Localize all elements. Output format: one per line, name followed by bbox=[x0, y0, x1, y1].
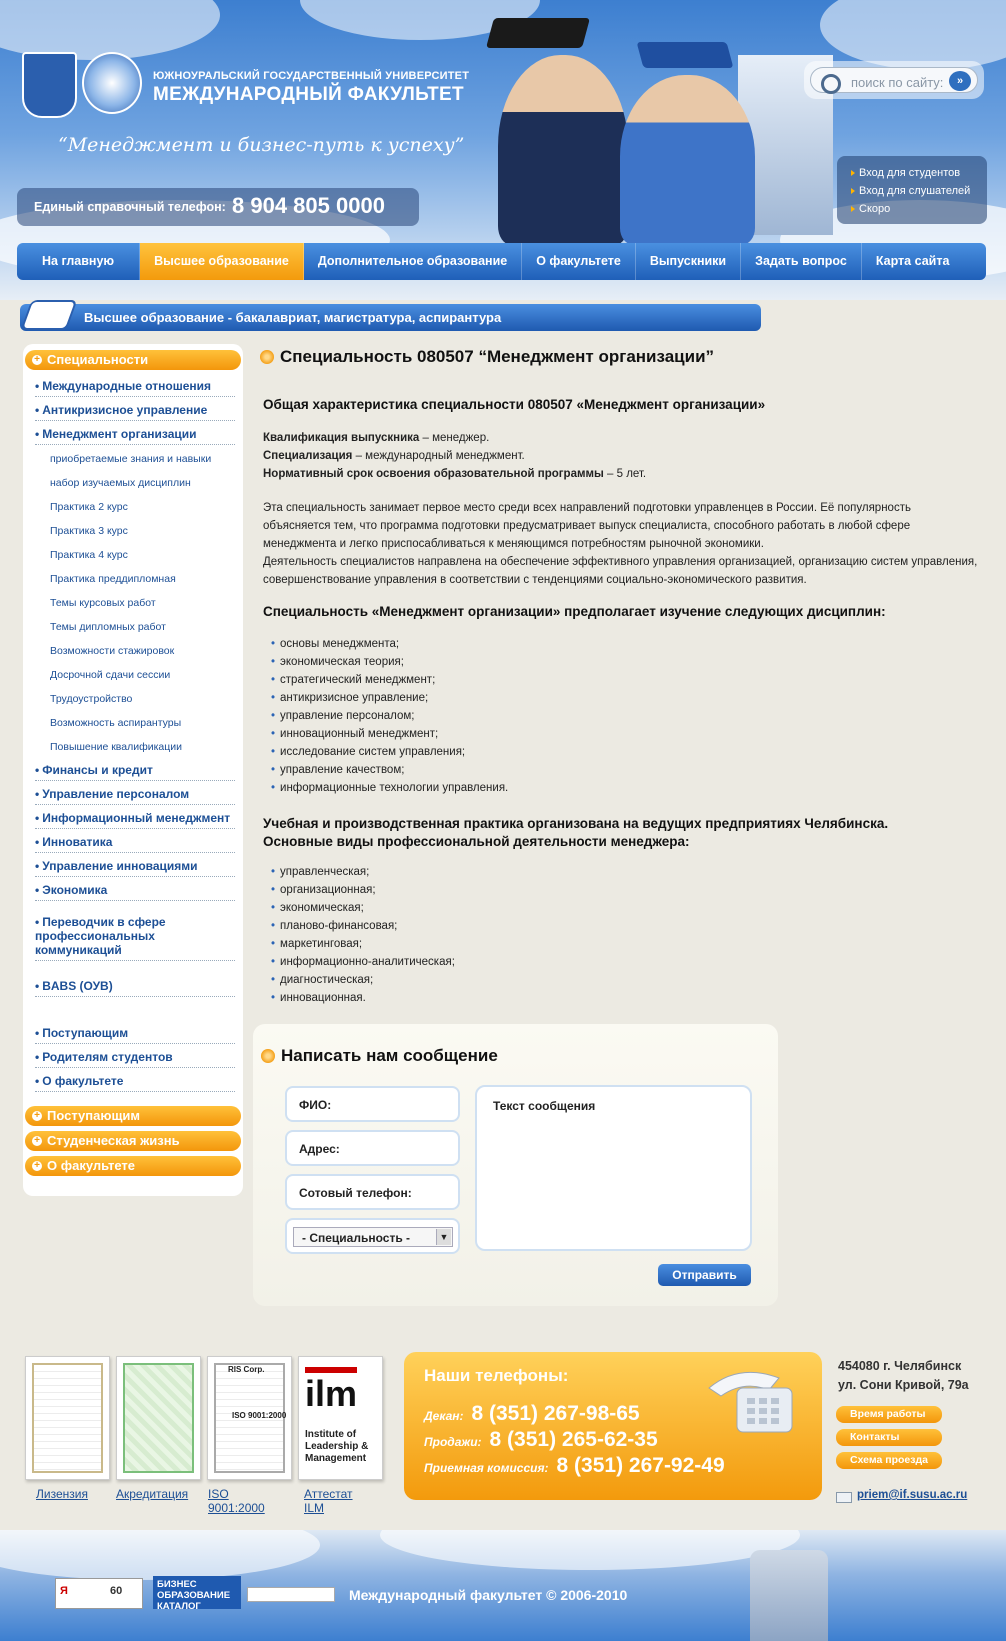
sidebar-item-economics[interactable]: • Экономика bbox=[35, 883, 235, 901]
description-paragraph: Эта специальность занимает первое место среди всех направлений подготовки управленцев в России. Её популярность объясняется тем, что программа подготовки предусматривает выпуск специалиста, способного работать в любой сфере менеджмента и легко приспосабливаться к меняющимся потребностям рыночной экономики. bbox=[263, 502, 911, 550]
list-item: • информационно-аналитическая; bbox=[271, 953, 455, 971]
form-title bbox=[261, 1046, 498, 1066]
business-education-catalog-badge[interactable]: БИЗНЕС ОБРАЗОВАНИЕ КАТАЛОГ bbox=[153, 1576, 241, 1609]
graduate-man-image bbox=[498, 55, 628, 245]
cert-company: RIS Corp. bbox=[228, 1365, 265, 1374]
qualification-line bbox=[263, 429, 978, 447]
contact-form bbox=[253, 1024, 778, 1306]
address-line-2: ул. Сони Кривой, 79а bbox=[838, 1378, 969, 1392]
list-item: • экономическая; bbox=[271, 899, 455, 917]
search-icon bbox=[821, 74, 841, 94]
top-links bbox=[837, 156, 987, 224]
search-placeholder: поиск по сайту: bbox=[851, 75, 944, 90]
sidebar-item-about[interactable]: • О факультете bbox=[35, 1074, 235, 1092]
list-item: • диагностическая; bbox=[271, 971, 455, 989]
university-name: ЮЖНОУРАЛЬСКИЙ ГОСУДАРСТВЕННЫЙ УНИВЕРСИТЕТ bbox=[153, 70, 470, 82]
sidebar-item-innovatics[interactable]: • Инноватика bbox=[35, 835, 235, 853]
nav-additional-education[interactable]: Дополнительное образование bbox=[304, 243, 522, 280]
subtitle: Общая характеристика специальности 080507 «Менеджмент организации» bbox=[263, 397, 766, 412]
specialty-select-wrap bbox=[285, 1218, 460, 1254]
phones-title: Наши телефоны: bbox=[424, 1366, 569, 1385]
student-login-link[interactable]: Вход для студентов bbox=[859, 164, 987, 182]
sidebar-item-anti-crisis[interactable]: • Антикризисное управление bbox=[35, 403, 235, 421]
page-title-text: Специальность 080507 “Менеджмент организации” bbox=[280, 347, 715, 366]
term-value: – 5 лет. bbox=[603, 468, 647, 480]
sidebar-item-finance[interactable]: • Финансы и кредит bbox=[35, 763, 235, 781]
nav-sitemap[interactable]: Карта сайта bbox=[875, 254, 950, 268]
rating-badge[interactable] bbox=[247, 1587, 335, 1602]
sidebar-item-info-management[interactable]: • Информационный менеджмент bbox=[35, 811, 235, 829]
yandex-letter: Я bbox=[60, 1585, 68, 1597]
sidebar-item-innovation-management[interactable]: • Управление инновациями bbox=[35, 859, 235, 877]
phone-admissions-number: 8 (351) 267-92-49 bbox=[556, 1454, 725, 1477]
sidebar-item-translator[interactable]: • Переводчик в сфере профессиональных коммуникаций bbox=[35, 915, 235, 961]
disciplines-list bbox=[271, 635, 508, 797]
book-icon bbox=[21, 300, 78, 330]
ilm-subtitle: Institute of Leadership & Management bbox=[305, 1429, 369, 1464]
sidebar-subitem[interactable]: Практика преддипломная bbox=[50, 573, 176, 585]
ilm-certificate-image[interactable] bbox=[298, 1356, 383, 1480]
mobile-field[interactable]: Сотовый телефон: bbox=[285, 1174, 460, 1210]
nav-ask-question[interactable]: Задать вопрос bbox=[741, 243, 862, 280]
phone-sales bbox=[424, 1428, 658, 1452]
cloud bbox=[0, 1530, 320, 1580]
sidebar-subitem[interactable]: Практика 3 курс bbox=[50, 525, 128, 537]
list-item: • управление качеством; bbox=[271, 761, 508, 779]
specialization-line bbox=[263, 447, 978, 465]
section-title-bar bbox=[20, 304, 761, 331]
phone-dean-number: 8 (351) 267-98-65 bbox=[471, 1402, 640, 1425]
phone-bar bbox=[17, 188, 419, 226]
page-title bbox=[260, 347, 714, 367]
cloud bbox=[380, 1530, 800, 1570]
sidebar-subitem[interactable]: Повышение квалификации bbox=[50, 741, 182, 753]
specialty-select-value: - Специальность - bbox=[302, 1231, 411, 1245]
soon-link[interactable]: Скоро bbox=[859, 200, 987, 218]
qualification-value: – менеджер. bbox=[419, 432, 490, 444]
sidebar-subitem[interactable]: Возможность аспирантуры bbox=[50, 717, 182, 729]
sidebar-item-international-relations[interactable]: • Международные отношения bbox=[35, 379, 235, 397]
practice-heading-1: Учебная и производственная практика организована на ведущих предприятиях Челябинска. bbox=[263, 816, 889, 831]
list-item: • инновационная. bbox=[271, 989, 455, 1007]
sidebar-subitem[interactable]: Темы курсовых работ bbox=[50, 597, 156, 609]
cert-iso: ISO 9001:2000 bbox=[232, 1411, 287, 1420]
list-item: • стратегический менеджмент; bbox=[271, 671, 508, 689]
license-image[interactable] bbox=[25, 1356, 110, 1480]
sidebar-item-management[interactable]: • Менеджмент организации bbox=[35, 427, 235, 445]
telephone-icon bbox=[699, 1358, 804, 1438]
address-line-1: 454080 г. Челябинск bbox=[838, 1359, 962, 1373]
yandex-counter-badge[interactable] bbox=[55, 1578, 143, 1609]
main-nav bbox=[17, 243, 986, 280]
working-hours-button[interactable]: Время работы bbox=[836, 1406, 942, 1423]
list-item: • планово-финансовая; bbox=[271, 917, 455, 935]
list-item: • маркетинговая; bbox=[271, 935, 455, 953]
slogan: “Менеджмент и бизнес-путь к успеху” bbox=[58, 134, 465, 156]
sidebar-item-hr[interactable]: • Управление персоналом bbox=[35, 787, 235, 805]
address bbox=[838, 1357, 969, 1395]
term-label: Нормативный срок освоения образовательной программы bbox=[263, 468, 604, 480]
ilm-logo: ilm bbox=[305, 1367, 357, 1415]
sidebar-pill-specialties[interactable]: + Специальности bbox=[25, 350, 241, 370]
specialization-label: Специализация bbox=[263, 450, 353, 462]
sidebar-item-applicants[interactable]: • Поступающим bbox=[35, 1026, 235, 1044]
list-item: • экономическая теория; bbox=[271, 653, 508, 671]
list-item: • исследование систем управления; bbox=[271, 743, 508, 761]
sidebar-pill-applicants[interactable]: + Поступающим bbox=[25, 1106, 241, 1126]
specialization-value: – международный менеджмент. bbox=[352, 450, 525, 462]
faculty-globe-logo[interactable] bbox=[82, 52, 142, 114]
phone-admissions bbox=[424, 1454, 725, 1478]
activities-list bbox=[271, 863, 455, 1007]
sidebar-subitem[interactable]: набор изучаемых дисциплин bbox=[50, 477, 191, 489]
email-link[interactable]: priem@if.susu.ac.ru bbox=[857, 1489, 968, 1501]
university-logo[interactable] bbox=[22, 52, 77, 118]
phone-dean bbox=[424, 1402, 640, 1426]
sidebar-item-babs[interactable]: • BABS (ОУВ) bbox=[35, 979, 235, 997]
phone-label: Единый справочный телефон: bbox=[34, 200, 226, 214]
sidebar-subitem[interactable]: Досрочной сдачи сессии bbox=[50, 669, 171, 681]
nav-about-faculty[interactable]: О факультете bbox=[522, 243, 636, 280]
list-item: • основы менеджмента; bbox=[271, 635, 508, 653]
sidebar-subitem[interactable]: Трудоустройство bbox=[50, 693, 133, 705]
iso-certificate-image[interactable] bbox=[207, 1356, 292, 1480]
list-item: • антикризисное управление; bbox=[271, 689, 508, 707]
copyright: Международный факультет © 2006-2010 bbox=[349, 1587, 628, 1603]
monument-image bbox=[750, 1550, 828, 1641]
mortarboard-icon bbox=[637, 42, 734, 68]
orange-bullet-icon bbox=[260, 350, 274, 364]
counter-value: 60 bbox=[110, 1585, 123, 1597]
message-textarea[interactable]: Текст сообщения bbox=[475, 1085, 752, 1251]
accreditation-link[interactable]: Акредитация bbox=[116, 1487, 189, 1501]
mortarboard-icon bbox=[486, 18, 590, 48]
search-go-button[interactable]: » bbox=[949, 71, 971, 91]
ilm-link[interactable]: Аттестат ILM bbox=[304, 1487, 353, 1515]
phone-admissions-label: Приемная комиссия: bbox=[424, 1461, 549, 1475]
list-item: • управленческая; bbox=[271, 863, 455, 881]
sidebar-subitem[interactable]: Темы дипломных работ bbox=[50, 621, 166, 633]
sidebar bbox=[23, 344, 243, 1196]
phone-sales-label: Продажи: bbox=[424, 1435, 482, 1449]
search-input[interactable] bbox=[810, 67, 978, 93]
certificate-border bbox=[123, 1363, 194, 1473]
sidebar-subitem[interactable]: Возможности стажировок bbox=[50, 645, 175, 657]
cloud bbox=[0, 0, 220, 60]
mail-icon bbox=[836, 1492, 852, 1503]
nav-graduates[interactable]: Выпускники bbox=[636, 243, 741, 280]
certificate-border bbox=[32, 1363, 103, 1473]
faculty-name: МЕЖДУНАРОДНЫЙ ФАКУЛЬТЕТ bbox=[153, 84, 464, 105]
sidebar-subitem[interactable]: Практика 2 курс bbox=[50, 501, 128, 513]
form-title-text: Написать нам сообщение bbox=[281, 1046, 498, 1065]
iso-link[interactable]: ISO 9001:2000 bbox=[208, 1487, 265, 1515]
list-item: • организационная; bbox=[271, 881, 455, 899]
search-box bbox=[804, 61, 984, 99]
footer bbox=[0, 1530, 1006, 1641]
address-field[interactable]: Адрес: bbox=[285, 1130, 460, 1166]
sidebar-subitem[interactable]: Практика 4 курс bbox=[50, 549, 128, 561]
qualification-label: Квалификация выпускника bbox=[263, 432, 420, 444]
phone-number: 8 904 805 0000 bbox=[232, 193, 385, 218]
accreditation-image[interactable] bbox=[116, 1356, 201, 1480]
nav-home[interactable]: На главную bbox=[17, 243, 140, 280]
cloud bbox=[820, 0, 1006, 70]
nav-higher-education[interactable]: Высшее образование bbox=[140, 243, 304, 280]
phones-block bbox=[404, 1352, 822, 1500]
phone-dean-label: Декан: bbox=[424, 1409, 464, 1423]
contacts-button[interactable]: Контакты bbox=[836, 1429, 942, 1446]
fio-field[interactable]: ФИО: bbox=[285, 1086, 460, 1122]
activity-paragraph: Деятельность специалистов направлена на обеспечение эффективного управления организацией, организацию систем управления, совершенствование управления в соответствии с тенденциями социально-экономического развития. bbox=[263, 556, 978, 586]
list-item: • информационные технологии управления. bbox=[271, 779, 508, 797]
term-line bbox=[263, 465, 978, 483]
orange-bullet-icon bbox=[261, 1049, 275, 1063]
sidebar-pill-about-faculty[interactable]: + О факультете bbox=[25, 1156, 241, 1176]
sidebar-subitem[interactable]: приобретаемые знания и навыки bbox=[50, 453, 212, 465]
sidebar-pill-student-life[interactable]: + Студенческая жизнь bbox=[25, 1131, 241, 1151]
send-button[interactable]: Отправить bbox=[658, 1264, 751, 1286]
sidebar-item-parents[interactable]: • Родителям студентов bbox=[35, 1050, 235, 1068]
listener-login-link[interactable]: Вход для слушателей bbox=[859, 182, 987, 200]
route-map-button[interactable]: Схема проезда bbox=[836, 1452, 942, 1469]
phone-sales-number: 8 (351) 265-62-35 bbox=[489, 1428, 658, 1451]
graduate-woman-image bbox=[620, 75, 755, 245]
specialty-select[interactable] bbox=[293, 1227, 453, 1247]
license-link[interactable]: Лизензия bbox=[36, 1487, 88, 1501]
list-item: • инновационный менеджмент; bbox=[271, 725, 508, 743]
section-title: Высшее образование - бакалавриат, магистратура, аспирантура bbox=[84, 310, 502, 325]
list-item: • управление персоналом; bbox=[271, 707, 508, 725]
practice-heading-2: Основные виды профессиональной деятельности менеджера: bbox=[263, 834, 690, 849]
chevron-down-icon: ▼ bbox=[436, 1229, 451, 1245]
disciplines-heading: Специальность «Менеджмент организации» предполагает изучение следующих дисциплин: bbox=[263, 604, 886, 619]
